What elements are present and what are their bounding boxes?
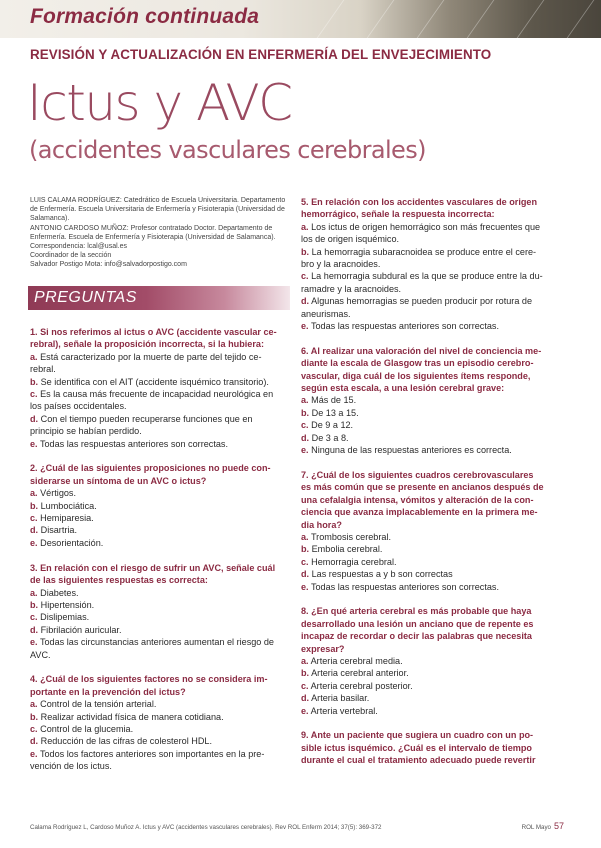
author-line: Enfermería. Escuela de Enfermería y Fisioterapia (Universidad de Salamanca). (30, 233, 276, 241)
question-text: 9. Ante un paciente que sugiera un cuadro con un po- (301, 730, 534, 741)
answer-option (301, 655, 562, 667)
option-text: Fibrilación auricular. (38, 624, 122, 635)
answer-option (30, 512, 292, 524)
answer-option (30, 587, 292, 599)
option-text: Dislipemias. (37, 612, 90, 623)
option-letter: e. (301, 705, 309, 716)
author-line: Salamanca). (30, 215, 70, 223)
answer-option (301, 667, 562, 679)
page-footer (522, 821, 564, 831)
answer-option (301, 246, 562, 258)
option-text: Control de la tensión arterial. (37, 699, 157, 710)
question-text: rebral), señale la proposición incorrecta, si la hubiera: (30, 339, 264, 350)
answer-option (301, 680, 562, 692)
answer-option (30, 500, 292, 512)
article-subtitle: REVISIÓN Y ACTUALIZACIÓN EN ENFERMERÍA DEL ENVEJECIMIENTO (30, 47, 492, 62)
option-text: Las respuestas a y b son correctas (309, 569, 453, 580)
option-text: los países occidentales. (30, 401, 127, 412)
option-letter: b. (30, 500, 39, 511)
option-text: Se identifica con el AIT (accidente isquémico transitorio). (38, 376, 269, 387)
option-text: Vértigos. (37, 488, 77, 499)
option-text: Hipertensión. (38, 599, 95, 610)
page-number: 57 (553, 821, 564, 831)
journal-issue: ROL Mayo (521, 824, 551, 831)
option-letter: b. (301, 246, 310, 257)
question-block (30, 462, 292, 549)
question-text: siderarse un síntoma de un AVC o ictus? (30, 475, 207, 486)
section-title: Formación continuada (30, 5, 260, 28)
option-text: La hemorragia subdural es la que se produce entre la du- (308, 271, 543, 282)
answer-option (301, 444, 562, 456)
option-letter: d. (30, 525, 39, 536)
question-text: sible ictus isquémico. ¿Cuál es el intervalo de tiempo (301, 742, 532, 753)
question-text: según esta escala, a una lesión cerebral grave: (301, 383, 505, 394)
answer-option (301, 543, 562, 555)
option-text: Todas las respuestas anteriores son correctas. (308, 321, 499, 332)
question-block (301, 605, 562, 717)
option-letter: c. (30, 513, 38, 524)
option-letter: e. (30, 637, 38, 648)
question-block (30, 562, 292, 661)
option-letter: e. (301, 581, 309, 592)
answer-option (30, 760, 292, 772)
answer-option (301, 221, 562, 233)
option-text: AVC. (30, 649, 51, 660)
option-text: Todas las respuestas anteriores son correctas. (308, 581, 499, 592)
option-text: Todas las circunstancias anteriores aumentan el riesgo de (37, 637, 274, 648)
option-letter: b. (301, 407, 310, 418)
option-text: vención de los ictus. (30, 761, 112, 772)
option-letter: e. (30, 748, 38, 759)
question-text: durante el cual el tratamiento adecuado puede revertir (301, 755, 536, 766)
answer-option (30, 636, 292, 648)
question-text: de las siguientes respuestas es correcta: (30, 575, 208, 586)
option-text: Reducción de las cifras de colesterol HDL. (38, 736, 212, 747)
option-text: Todas las respuestas anteriores son correctas. (37, 438, 228, 449)
option-text: Más de 15. (308, 395, 357, 406)
option-letter: e. (30, 438, 38, 449)
answer-option (301, 308, 562, 320)
question-block (301, 196, 562, 332)
option-letter: a. (30, 488, 38, 499)
answer-option (301, 295, 562, 307)
question-text: ciencia que avanza implacablemente en la primera me- (301, 507, 538, 518)
question-text: hemorrágico, señale la respuesta incorrecta: (301, 209, 495, 220)
option-letter: d. (301, 296, 310, 307)
answer-option (301, 531, 562, 543)
answer-option (30, 438, 292, 450)
option-letter: a. (301, 395, 309, 406)
option-text: Control de la glucemia. (37, 723, 134, 734)
option-text: aneurismas. (301, 308, 351, 319)
option-letter: d. (30, 736, 39, 747)
answer-option (30, 599, 292, 611)
left-column (30, 326, 292, 773)
option-text: De 3 a 8. (309, 432, 349, 443)
option-letter: d. (301, 432, 310, 443)
option-text: Trombosis cerebral. (308, 531, 391, 542)
option-text: Disartria. (38, 525, 77, 536)
answer-option (301, 556, 562, 568)
correspondence: Correspondencia: lcal@usal.es (30, 243, 127, 251)
question-spacer (301, 717, 562, 729)
author-line: de Enfermería. Escuela Universitaria de Enfermería y Fisioterapia (Universidad de (30, 206, 285, 214)
option-text: Embolia cerebral. (309, 544, 383, 555)
option-text: Algunas hemorragias se pueden producir por rotura de (309, 296, 533, 307)
option-letter: b. (30, 711, 39, 722)
option-text: Lumbociática. (38, 500, 97, 511)
option-letter: b. (301, 544, 310, 555)
option-text: bro y la aracnoides. (301, 259, 381, 270)
question-block (301, 345, 562, 457)
option-text: Los ictus de origen hemorrágico son más frecuentes que (308, 221, 541, 232)
answer-option (301, 432, 562, 444)
option-text: De 9 a 12. (308, 420, 354, 431)
question-text: expresar? (301, 643, 345, 654)
author-line: ANTONIO CARDOSO MUÑOZ: Profesor contratado Doctor. Departamento de (30, 224, 273, 232)
answer-option (30, 413, 292, 425)
answer-option (30, 363, 292, 375)
question-spacer (30, 549, 292, 561)
option-letter: e. (301, 321, 309, 332)
answer-option (30, 400, 292, 412)
option-letter: a. (30, 699, 38, 710)
option-text: La hemorragia subaracnoidea se produce entre el cere- (309, 246, 537, 257)
answer-option (30, 735, 292, 747)
answer-option (301, 233, 562, 245)
answer-option (30, 611, 292, 623)
coordinator: Salvador Postigo Mota: info@salvadorpostigo.com (30, 261, 187, 269)
answer-option (301, 568, 562, 580)
option-letter: a. (30, 351, 38, 362)
answer-option (301, 419, 562, 431)
option-letter: d. (301, 693, 310, 704)
option-letter: a. (301, 531, 309, 542)
answer-option (30, 711, 292, 723)
option-text: ramadre y la aracnoides. (301, 283, 402, 294)
leaf-texture (317, 0, 345, 38)
option-text: Ninguna de las respuestas anteriores es correcta. (308, 445, 512, 456)
answer-option (30, 537, 292, 549)
answer-option (30, 351, 292, 363)
article-title-sub: (accidentes vasculares cerebrales) (29, 136, 426, 164)
option-letter: a. (30, 587, 38, 598)
question-text: 8. ¿En qué arteria cerebral es más probable que haya (301, 606, 532, 617)
option-letter: e. (301, 445, 309, 456)
option-text: Está caracterizado por la muerte de parte del tejido ce- (37, 351, 262, 362)
option-letter: c. (301, 680, 309, 691)
option-letter: c. (301, 420, 309, 431)
leaf-texture (417, 0, 445, 38)
option-text: Arteria cerebral media. (308, 655, 403, 666)
option-letter: c. (30, 389, 38, 400)
question-block (301, 469, 562, 593)
option-text: Hemiparesia. (37, 513, 94, 524)
question-spacer (301, 457, 562, 469)
option-text: Arteria cerebral posterior. (308, 680, 413, 691)
article-title: Ictus y AVC (27, 74, 292, 132)
answer-option (301, 692, 562, 704)
option-letter: c. (30, 612, 38, 623)
question-text: una cefalalgia intensa, vómitos y alteración de la con- (301, 494, 534, 505)
answer-option (30, 487, 292, 499)
option-text: los de origen isquémico. (301, 234, 400, 245)
question-text: 1. Si nos referimos al ictus o AVC (accidente vascular ce- (30, 327, 277, 337)
question-text: 7. ¿Cuál de los siguientes cuadros cerebrovasculares (301, 469, 534, 480)
question-text: 5. En relación con los accidentes vasculares de origen (301, 197, 538, 207)
answer-option (301, 407, 562, 419)
answer-option (301, 258, 562, 270)
section-header-band (0, 0, 601, 38)
author-line: LUIS CALAMA RODRÍGUEZ: Catedrático de Escuela Universitaria. Departamento (30, 197, 286, 204)
citation: Calama Rodríguez L, Cardoso Muñoz A. Ictus y AVC (accidentes vasculares cerebrales). Rev ROL Enferm 2014; 37(5): 369-372 (30, 824, 382, 831)
option-letter: a. (301, 221, 309, 232)
option-letter: c. (301, 271, 309, 282)
option-letter: d. (30, 413, 39, 424)
option-text: Desorientación. (37, 537, 104, 548)
option-letter: b. (30, 376, 39, 387)
option-text: Con el tiempo pueden recuperarse funciones que en (38, 413, 253, 424)
answer-option (30, 698, 292, 710)
option-letter: a. (301, 655, 309, 666)
question-text: 2. ¿Cuál de las siguientes proposiciones no puede con- (30, 463, 271, 474)
answer-option (301, 320, 562, 332)
right-column (301, 196, 562, 767)
option-letter: b. (301, 668, 310, 679)
question-text: desarrollado una lesión un anciano que de repente es (301, 618, 534, 629)
question-text: incapaz de recordar o decir las palabras que necesita (301, 631, 532, 642)
preguntas-banner (28, 286, 290, 310)
answer-option (30, 748, 292, 760)
answer-option (301, 581, 562, 593)
question-block (301, 729, 562, 766)
preguntas-label: PREGUNTAS (34, 289, 137, 306)
option-text: Arteria basilar. (309, 693, 370, 704)
option-text: Todos los factores anteriores son importantes en la pre- (37, 748, 265, 759)
leaf-texture (517, 0, 545, 38)
answer-option (30, 376, 292, 388)
option-text: Diabetes. (37, 587, 79, 598)
option-text: Arteria cerebral anterior. (309, 668, 409, 679)
answer-option (30, 624, 292, 636)
leaf-texture (467, 0, 495, 38)
question-text: 3. En relación con el riesgo de sufrir un AVC, señale cuál (30, 562, 276, 573)
answer-option (301, 283, 562, 295)
option-text: rebral. (30, 364, 56, 375)
answer-option (30, 425, 292, 437)
question-block (30, 673, 292, 772)
option-text: Es la causa más frecuente de incapacidad neurológica en (37, 389, 274, 400)
option-letter: b. (30, 599, 39, 610)
coordinator-label: Coordinador de la sección (30, 252, 112, 260)
option-text: Arteria vertebral. (308, 705, 378, 716)
option-letter: c. (301, 556, 309, 567)
answer-option (30, 524, 292, 536)
answer-option (30, 388, 292, 400)
option-text: Realizar actividad física de manera cotidiana. (38, 711, 224, 722)
option-text: principio se habían perdido. (30, 426, 142, 437)
answer-option (301, 270, 562, 282)
option-letter: c. (30, 723, 38, 734)
question-spacer (30, 450, 292, 462)
question-text: diante la escala de Glasgow tras un episodio cerebro- (301, 358, 534, 369)
option-letter: e. (30, 537, 38, 548)
question-block (30, 326, 292, 450)
question-text: portante en la prevención del ictus? (30, 686, 186, 697)
question-spacer (301, 332, 562, 344)
option-text: Hemorragia cerebral. (308, 556, 397, 567)
question-text: dia hora? (301, 519, 342, 530)
answer-option (30, 649, 292, 661)
answer-option (301, 705, 562, 717)
option-text: De 13 a 15. (309, 407, 359, 418)
question-text: 6. Al realizar una valoración del nivel de conciencia me- (301, 345, 542, 356)
authors-block (30, 196, 292, 270)
question-spacer (30, 661, 292, 673)
option-letter: d. (30, 624, 39, 635)
question-text: vascular, diga cuál de los siguientes ítems responde, (301, 370, 531, 381)
question-spacer (301, 593, 562, 605)
question-text: es más común que se presente en ancianos después de (301, 482, 544, 493)
leaf-texture (567, 0, 595, 38)
question-text: 4. ¿Cuál de los siguientes factores no se considera im- (30, 674, 268, 685)
answer-option (30, 723, 292, 735)
leaf-texture (367, 0, 395, 38)
option-letter: d. (301, 569, 310, 580)
answer-option (301, 394, 562, 406)
